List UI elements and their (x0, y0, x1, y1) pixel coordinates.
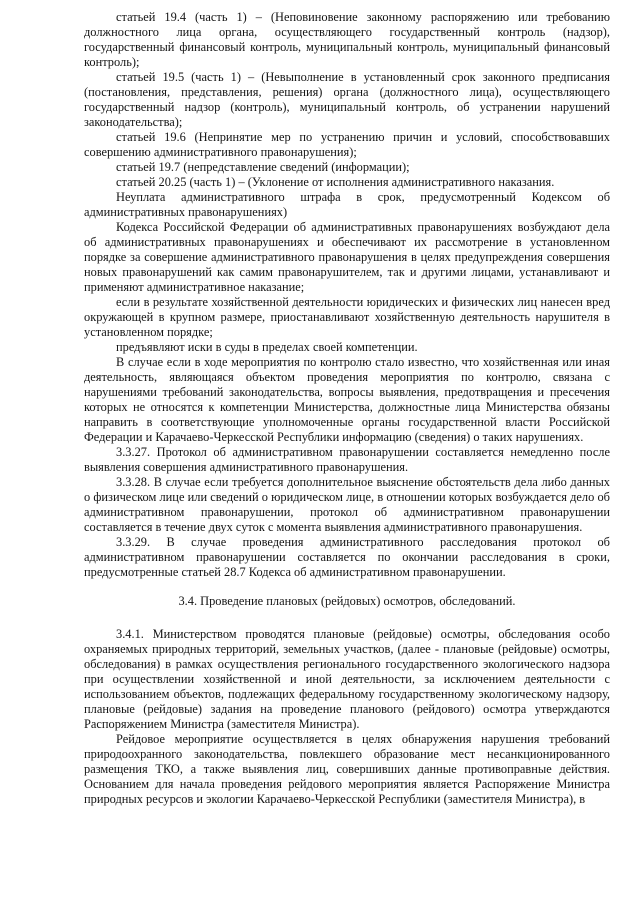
paragraph-3-3-27: 3.3.27. Протокол об административном правонарушении составляется немедленно после выявления совершения административного правонарушения. (84, 445, 610, 474)
paragraph-3-3-29: 3.3.29. В случае проведения административного расследования протокол об административном правонарушении составляется по окончании расследования в сроки, предусмотренные статьей 28.7 Кодекса об административном правонарушении. (84, 535, 610, 579)
paragraph-code-reference: Кодекса Российской Федерации об административных правонарушениях возбуждают дела об административных правонарушениях и обеспечивают их рассмотрение в установленном порядке за совершение административного правонарушения в целях предупреждения совершения новых правонарушений как самим правонарушителем, так и другими лицами, устанавливают и применяют административное наказание; (84, 220, 610, 294)
paragraph-article-20-25: статьей 20.25 (часть 1) – (Уклонение от исполнения административного наказания. (116, 175, 555, 189)
paragraph-article-19-6: статьей 19.6 (Непринятие мер по устранению причин и условий, способствовавших совершению административного правонарушения); (84, 130, 610, 159)
paragraph-article-19-7: статьей 19.7 (непредставление сведений (информации); (116, 160, 410, 174)
paragraph-raid-purpose: Рейдовое мероприятие осуществляется в целях обнаружения нарушения требований природоохранного законодательства, повлекшего образование мест несанкционированного размещения ТКО, а также выявления лиц, совершивших данные противоправные действия. Основанием для начала проведения рейдового мероприятия является Распоряжение Министра природных ресурсов и экологии Карачаево-Черкесской Республики (заместителя Министра), в (84, 732, 610, 806)
paragraph-notify-authorities: В случае если в ходе мероприятия по контролю стало известно, что хозяйственная или иная деятельность, являющаяся объектом проведения мероприятия по контролю, связана с нарушениями требований законодательства, вопросы выявления, предотвращения и пресечения которых не относятся к компетенции Министерства, должностные лица Министерства обязаны направить в соответствующие уполномоченные органы государственной власти Российской Федерации и Карачаево-Черкесской Республики информацию (сведения) о таких нарушениях. (84, 355, 610, 444)
paragraph-3-3-28: 3.3.28. В случае если требуется дополнительное выяснение обстоятельств дела либо данных о физическом лице или сведений о юридическом лице, в отношении которых возбуждается дело об административном правонарушении, протокол об административном правонарушении составляется в течение двух суток с момента выявления административного правонарушения. (84, 475, 610, 534)
paragraph-suspend-activity: если в результате хозяйственной деятельности юридических и физических лиц нанесен вред окружающей в крупном размере, приостанавливают хозяйственную деятельность нарушителя в установленном порядке; (84, 295, 610, 339)
paragraph-3-4-1: 3.4.1. Министерством проводятся плановые (рейдовые) осмотры, обследования особо охраняемых природных территорий, земельных участков, (далее - плановые (рейдовые) осмотры, обследования) в рамках осуществления регионального государственного экологического надзора при осуществлении хозяйственной и иной деятельности, за исключением деятельности с использованием объектов, подлежащих федеральному государственному экологическому надзору, плановые (рейдовые) задания на проведение планового (рейдового) осмотра утверждаются Распоряжением Министра (заместителя Министра). (84, 627, 610, 731)
section-heading-3-4: 3.4. Проведение плановых (рейдовых) осмотров, обследований. (178, 594, 516, 608)
paragraph-fine-nonpayment: Неуплата административного штрафа в срок, предусмотренный Кодексом об административных правонарушениях) (84, 190, 610, 219)
paragraph-article-19-5: статьей 19.5 (часть 1) – (Невыполнение в установленный срок законного предписания (постановления, представления, решения) органа (должностного лица), осуществляющего государственный надзор (контроль), муниципальный контроль, об устранении нарушений законодательства); (84, 70, 610, 129)
paragraph-article-19-4: статьей 19.4 (часть 1) – (Неповиновение законному распоряжению или требованию должностного лица органа, осуществляющего государственный контроль (надзор), государственный финансовый контроль, муниципальный контроль, муниципальный финансовый контроль); (84, 10, 610, 69)
paragraph-lawsuits: предъявляют иски в суды в пределах своей компетенции. (116, 340, 418, 354)
